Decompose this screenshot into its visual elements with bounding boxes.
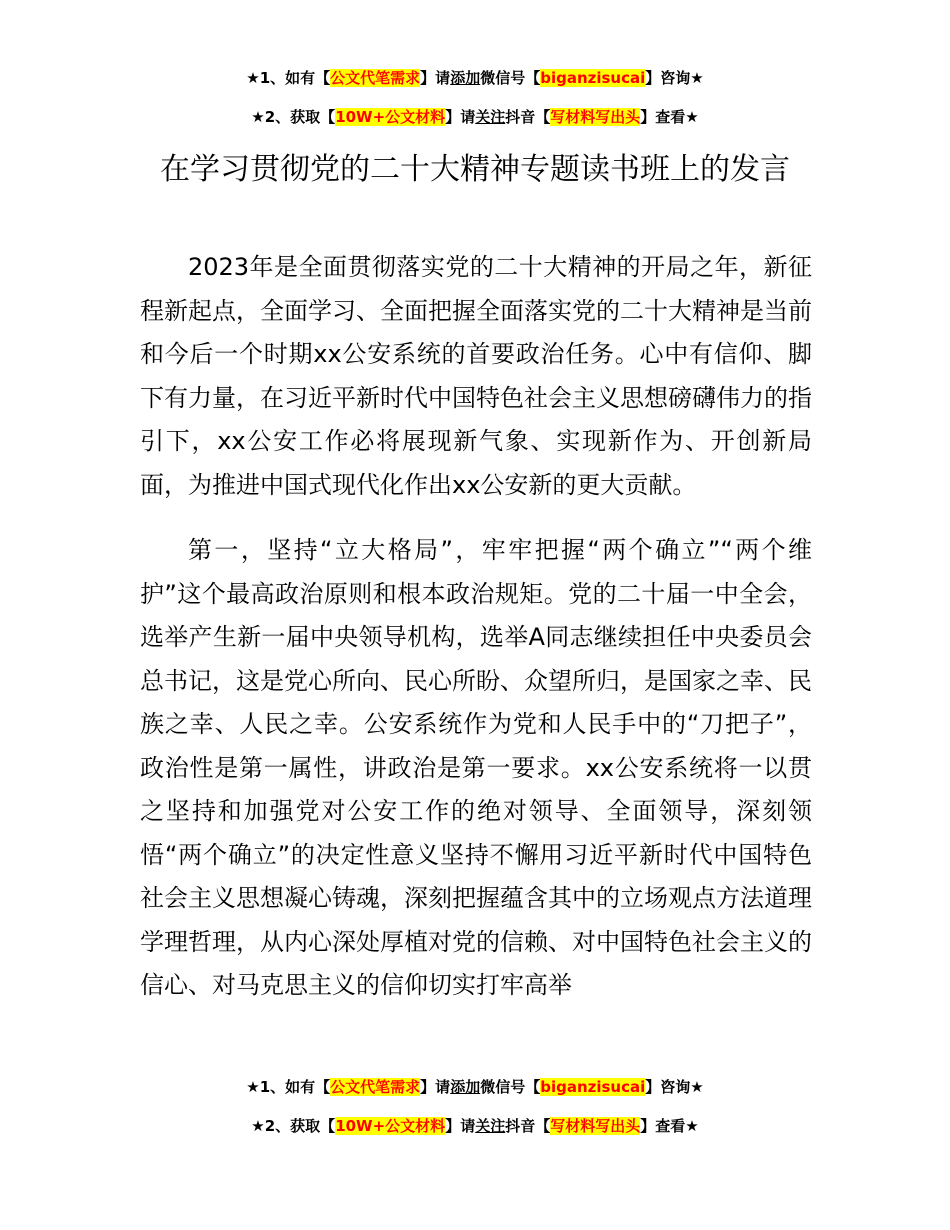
promo-text: 微信号【 xyxy=(480,69,541,87)
promo-highlight: 公文代笔需求 xyxy=(330,69,421,87)
promo-highlight: 10W+公文材料 xyxy=(335,108,446,126)
promo-suffix: 】查看★ xyxy=(640,1117,699,1135)
promo-underline: 关注 xyxy=(475,1117,506,1135)
promo-line-2 xyxy=(0,107,950,127)
promo-highlight: 10W+公文材料 xyxy=(335,1117,446,1135)
promo-line-2-bottom xyxy=(0,1116,950,1136)
promo-line-1-bottom xyxy=(0,1077,950,1097)
promo-suffix: 】查看★ xyxy=(640,108,699,126)
promo-text: 】请 xyxy=(445,1117,476,1135)
promo-prefix: ★1、如有【 xyxy=(246,1078,331,1096)
promo-suffix: 】咨询★ xyxy=(645,1078,704,1096)
promo-douyin-id: 写材料写出头 xyxy=(550,1117,641,1135)
document-title: 在学习贯彻党的二十大精神专题读书班上的发言 xyxy=(160,152,790,187)
promo-line-1 xyxy=(0,68,950,88)
promo-douyin-id: 写材料写出头 xyxy=(550,108,641,126)
promo-underline: 关注 xyxy=(475,108,506,126)
promo-prefix: ★2、获取【 xyxy=(251,108,336,126)
document-body xyxy=(140,246,812,1008)
promo-underline: 添加 xyxy=(450,69,481,87)
promo-text: 微信号【 xyxy=(480,1078,541,1096)
promo-prefix: ★1、如有【 xyxy=(246,69,331,87)
promo-suffix: 】咨询★ xyxy=(645,69,704,87)
promo-underline: 添加 xyxy=(450,1078,481,1096)
promo-text: 】请 xyxy=(445,108,476,126)
promo-text: 抖音【 xyxy=(505,1117,551,1135)
promo-text: 】请 xyxy=(420,69,451,87)
promo-wechat-id: biganzisucai xyxy=(540,69,646,87)
promo-wechat-id: biganzisucai xyxy=(540,1078,646,1096)
paragraph-intro: 2023年是全面贯彻落实党的二十大精神的开局之年，新征程新起点，全面学习、全面把握全面落实党的二十大精神是当前和今后一个时期xx公安系统的首要政治任务。心中有信仰、脚下有力量，在习近平新时代中国特色社会主义思想磅礴伟力的指引下，xx公安工作必将展现新气象、实现新作为、开创新局面，为推进中国式现代化作出xx公安新的更大贡献。 xyxy=(140,253,812,499)
promo-text: 】请 xyxy=(420,1078,451,1096)
promo-text: 抖音【 xyxy=(505,108,551,126)
promo-prefix: ★2、获取【 xyxy=(251,1117,336,1135)
promo-highlight: 公文代笔需求 xyxy=(330,1078,421,1096)
paragraph-first-point: 第一，坚持“立大格局”，牢牢把握“两个确立”“两个维护”这个最高政治原则和根本政治规矩。党的二十届一中全会，选举产生新一届中央领导机构，选举A同志继续担任中央委员会总书记，这是党心所向、民心所盼、众望所归，是国家之幸、民族之幸、人民之幸。公安系统作为党和人民手中的“刀把子”，政治性是第一属性，讲政治是第一要求。xx公安系统将一以贯之坚持和加强党对公安工作的绝对领导、全面领导，深刻领悟“两个确立”的决定性意义坚持不懈用习近平新时代中国特色社会主义思想凝心铸魂，深刻把握蕴含其中的立场观点方法道理学理哲理，从内心深处厚植对党的信赖、对中国特色社会主义的信心、对马克思主义的信仰切实打牢高举 xyxy=(140,536,812,999)
